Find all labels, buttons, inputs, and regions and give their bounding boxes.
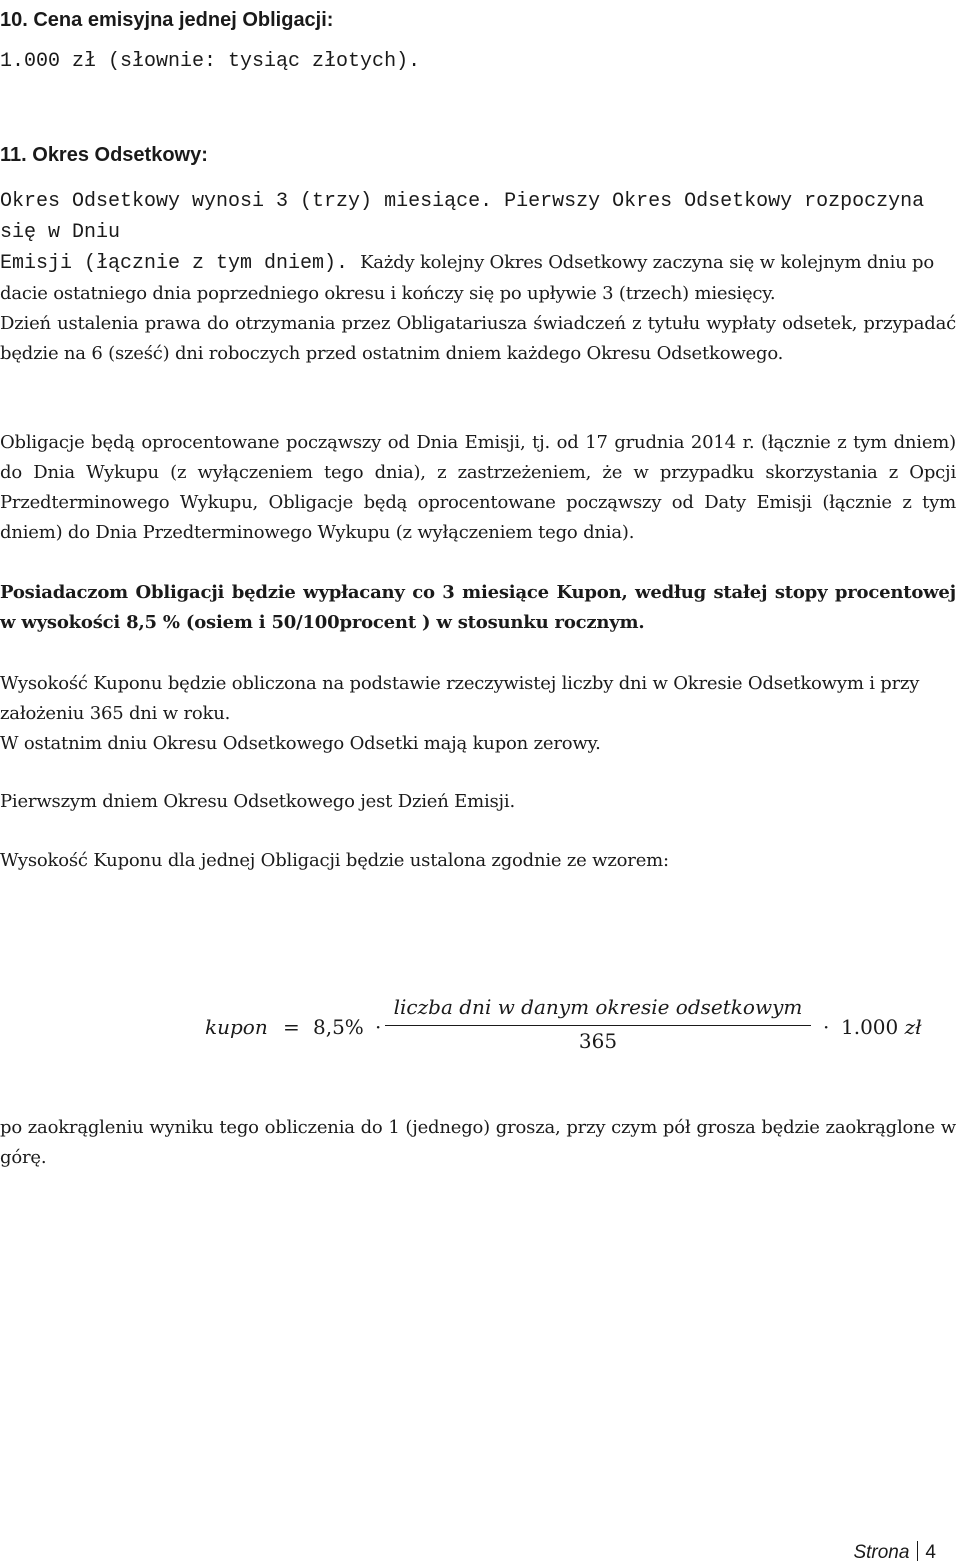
section-11-heading: 11. Okres Odsetkowy: [0, 144, 208, 166]
coupon-formula [205, 995, 925, 1061]
interest-period-line-1: Okres Odsetkowy wynosi 3 (trzy) miesiące. Pierwszy Okres Odsetkowy rozpoczyna się w Dniu [0, 190, 925, 244]
interest-accrual-part-a: Obligacje będą oprocentowane począwszy od Dnia Emisji, tj. od 17 grudnia 2014 r. [0, 432, 762, 453]
interest-period-line-2b: Każdy kolejny Okres Odsetkowy zaczyna się w kolejnym dniu po [360, 252, 935, 273]
formula-multiply-dot: · [375, 1015, 382, 1039]
coupon-rate-paragraph: Posiadaczom Obligacji będzie wypłacany co 3 miesiące Kupon, według stałej stopy procentowej w wysokości 8,5 % (osiem i 50/100procent ) w stosunku rocznym. [0, 582, 956, 633]
formula-numerator: liczba dni w danym okresie odsetkowym [393, 995, 803, 1019]
footer-separator [917, 1541, 918, 1561]
rounding-paragraph: po zaokrągleniu wyniku tego obliczenia do 1 (jednego) grosza, przy czym pół grosza będzie zaokrąglone w górę. [0, 1117, 956, 1168]
formula-equals: = [283, 1015, 300, 1039]
section-10-heading: 10. Cena emisyjna jednej Obligacji: [0, 9, 334, 31]
formula-fraction-bar [385, 1025, 811, 1026]
formula-multiply-dot-2: · [823, 1015, 830, 1039]
record-date-paragraph: Dzień ustalenia prawa do otrzymania przez Obligatariusza świadczeń z tytułu wypłaty odsetek, przypadać będzie na 6 (sześć) dni roboczych przed ostatnim dniem każdego Okresu Odsetkowego. [0, 313, 956, 364]
page-footer [853, 1541, 936, 1565]
page-label: Strona [853, 1542, 910, 1563]
issue-price-value: 1.000 zł (słownie: tysiąc złotych). [0, 50, 421, 73]
formula-denominator: 365 [578, 1029, 618, 1053]
page-number: 4 [925, 1542, 936, 1563]
calculation-basis-paragraph: Wysokość Kuponu będzie obliczona na podstawie rzeczywistej liczby dni w Okresie Odsetkowym i przy założeniu 365 dni w roku. [0, 673, 920, 724]
zero-coupon-paragraph: W ostatnim dniu Okresu Odsetkowego Odsetki mają kupon zerowy. [0, 733, 601, 754]
formula-rate: 8,5% [313, 1015, 364, 1039]
formula-lhs: kupon [205, 1015, 268, 1039]
first-day-paragraph: Pierwszym dniem Okresu Odsetkowego jest Dzień Emisji. [0, 791, 516, 812]
formula-fraction [385, 995, 811, 1061]
formula-amount-unit: zł [904, 1015, 922, 1039]
formula-amount [841, 1015, 922, 1039]
formula-amount-value: 1.000 [841, 1015, 899, 1039]
interest-accrual-paragraph [0, 428, 956, 548]
interest-period-intro [0, 186, 956, 310]
interest-period-line-2a: Emisji (łącznie z tym dniem). [0, 252, 361, 275]
interest-accrual-part-b: (łącznie z tym dniem) do Dnia Wykupu (z wyłączeniem tego dnia), z zastrzeżeniem, że w przypadku skorzystania z Opcji Przedterminowego Wykupu, Obligacje będą oprocentowane począwszy od Daty Emisji (łącznie z tym dniem) do Dnia Przedterminowego Wykupu (z wyłączeniem tego dnia). [0, 432, 956, 543]
interest-period-line-3: dacie ostatniego dnia poprzedniego okresu i kończy się po upływie 3 (trzech) miesięcy. [0, 283, 776, 304]
formula-intro-paragraph: Wysokość Kuponu dla jednej Obligacji będzie ustalona zgodnie ze wzorem: [0, 850, 669, 871]
